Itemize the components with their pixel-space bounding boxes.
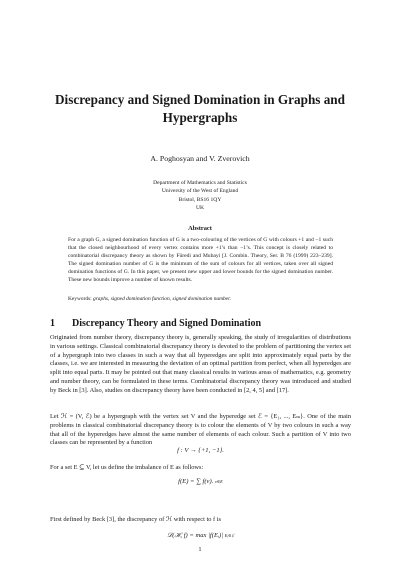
paragraph-intro: Originated from number theory, discrepancy theory is, generally speaking, the study of irregularities of distributions in various settings. Classical combinatorial discrepancy theory is devoted to the problem of partitioning the vertex set of a hypergraph into two classes in such a way that all hyperedges are split into approximately equal parts by the classes, i.e. we are interested in measuring the deviation of an optimal partition from perfect, when all hyperedges are split into equal parts. It may be pointed out that many classical results in various areas of mathematics, e.g. geometry and number theory, can be formulated in these terms. Combinatorial discrepancy theory was introduced and studied by Beck in [3]. Also, studies on discrepancy theory have been conducted in [2, 4, 5] and [17]. [50,334,351,394]
paragraph-imbalance: For a set E ⊆ V, let us define the imbalance of E as follows: [50,464,204,471]
equation-imbalance-subscript: v∈E [214,479,223,484]
affiliation [60,179,340,212]
paragraph-discrepancy: First defined by Beck [3], the discrepancy of ℋ with respect to f is [50,516,222,523]
abstract-text: For a graph G, a signed domination function of G is a two-colouring of the vertices of G with colours +1 and −1 such that the closed neighbourhood of every vertex contains more +1’s than −1’s. This concept is closely related to combinatorial discrepancy theory as shown by Füredi and Mubayi [J. Combin. Theory, Ser. B 76 (1999) 223–239]. The signed domination number of G is the minimum of the sum of colours for all vertices, taken over all signed domination functions of G. In this paper, we present new upper and lower bounds for the signed domination number. These new bounds improve a number of known results. [68,237,333,283]
paragraph-hypergraph: Let ℋ = (V, ℰ) be a hypergraph with the vertex set V and the hyperedge set ℰ = {E₁, ..., Eₘ}. One of the main problems in classical combinatorial discrepancy theory is to colour the elements of V by two colours in such a way that all of the hyperedges have almost the same number of elements of each colour. Such a partition of V into two classes can be represented by a function [50,413,351,447]
page-number: 1 [198,546,202,553]
equation-colouring-function: f : V → {+1, −1}. [177,447,224,454]
equation-imbalance [50,478,351,485]
affiliation-line: Department of Mathematics and Statistics [153,180,247,186]
affiliation-line: UK [195,204,205,211]
equation-imbalance-body: f(E) = ∑ f(v). [178,478,214,485]
equation-discrepancy-subscript: Eᵢ∈ℰ [224,533,234,538]
authors: A. Poghosyan and V. Zverovich [150,154,250,163]
affiliation-line: University of the West of England [161,188,239,195]
section-title: Discrepancy Theory and Signed Domination [72,318,262,329]
keywords-list: graphs, signed domination function, signed domination number. [93,296,231,302]
equation-discrepancy [50,532,351,540]
section-number: 1 [50,318,55,329]
title-line-1: Discrepancy and Signed Domination in Graphs and [55,92,345,107]
paper-title [40,91,360,127]
keywords [68,296,333,302]
section-heading [50,318,261,329]
abstract-heading: Abstract [188,225,212,232]
title-line-2: Hypergraphs [162,110,238,125]
affiliation-line: Bristol, BS16 1QY [178,196,222,203]
equation-discrepancy-body: 𝒟(ℋ, f) = max |f(Eᵢ)| [167,532,224,539]
keywords-label: Keywords: [68,296,92,302]
